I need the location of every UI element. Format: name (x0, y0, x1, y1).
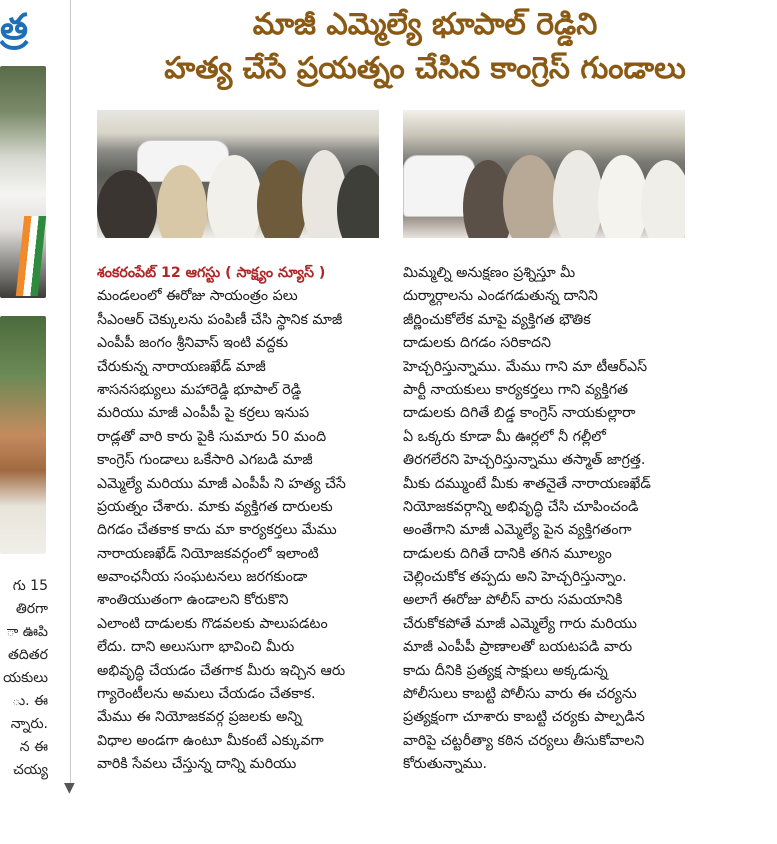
article-column-left (97, 262, 379, 777)
body-line: ప్రత్యక్షంగా చూశారు కాబట్టి చర్యకు పాల్పడిన (403, 709, 645, 726)
crowd-photo-left (97, 110, 379, 238)
body-line: అలాగే ఈరోజు పోలీస్ వారు సమయానికి (403, 592, 623, 609)
body-line: హెచ్చరిస్తున్నాము. మేము గాని మా టీఆర్ఎస్ (403, 358, 648, 375)
body-line: ఎలాంటి దాడులకు గొడవలకు పాలుపడటం (97, 615, 328, 632)
body-line: కాదు దీనికి ప్రత్యక్ష సాక్షులు అక్కడున్న (403, 662, 608, 679)
body-line: దాడులకు దిగితే దానికి తగిన మూల్యం (403, 545, 612, 562)
body-line: పోలీసులు కాబట్టి పోలీసు వారు ఈ చర్యను (403, 686, 637, 703)
previous-article-strip (0, 0, 70, 844)
strip-line: యకులు (3, 670, 48, 686)
flag-graphic (16, 216, 46, 296)
strip-text (0, 575, 48, 782)
dateline: శంకరంపేట్ 12 ఆగస్టు ( సాక్ష్యం న్యూస్ ) (97, 265, 326, 281)
body-line: లేదు. దాని అలుసుగా భావించి మీరు (97, 639, 295, 656)
body-line: జీర్ణించుకోలేక మాపై వ్యక్తిగత భౌతిక (403, 311, 591, 328)
body-line: కోరుతున్నాము. (403, 756, 488, 773)
body-line: ఎంపీపీ జంగం శ్రీనివాస్ ఇంటి వద్దకు (97, 335, 289, 352)
body-line: మాజీ ఎంపీపీ ప్రాణాలతో బయటపడి వారు (403, 639, 633, 656)
headline-line-2: హత్య చేసే ప్రయత్నం చేసిన కాంగ్రెస్ గుండాలు (164, 51, 686, 86)
body-line: విధాల అండగా ఉంటూ మీకంటే ఎక్కువగా (97, 732, 324, 749)
body-line: చెల్లించుకోక తప్పదు అని హెచ్చరిస్తున్నాం. (403, 569, 627, 586)
column-divider (70, 0, 71, 790)
body-line: చేరుకున్న నారాయణఖేడ్ మాజీ (97, 358, 266, 375)
body-line: నారాయణఖేడ్ నియోజకవర్గంలో ఇలాంటి (97, 545, 319, 562)
body-line: నియోజకవర్గాన్ని అభివృద్ధి చేసి చూపించండి (403, 498, 639, 515)
strip-line: ా ఊపి (6, 624, 48, 640)
headline-line-1: మాజీ ఎమ్మెల్యే భూపాల్ రెడ్డిని (252, 7, 598, 42)
body-line: తిరగలేరని హెచ్చరిస్తున్నాము తస్మాత్ జాగ్రత్త. (403, 452, 646, 469)
body-line: దాడులకు దిగితే బిడ్డ కాంగ్రెస్ నాయకుల్లారా (403, 405, 636, 422)
crowd-figure (503, 155, 558, 238)
body-line: శాసనసభ్యులు మహారెడ్డి భూపాల్ రెడ్డి (97, 381, 302, 398)
body-line: కాంగ్రెస్ గుండాలు ఒకేసారి ఎగబడి మాజీ (97, 452, 313, 469)
body-line: మరియు మాజీ ఎంపీపీ పై కర్రలు ఇనుప (97, 405, 310, 422)
strip-line: న ఈ (19, 739, 48, 755)
body-line: వారికి సేవలు చేస్తున్న దాన్ని మరియు (97, 756, 297, 773)
body-line: మిమ్మల్ని అనుక్షణం ప్రశ్నిస్తూ మీ (403, 265, 576, 281)
crowd-photo-right (403, 110, 685, 238)
body-line: దిగడం చేతకాక కాదు మా కార్యకర్తలు మేము (97, 522, 337, 539)
crowd-figure (257, 160, 307, 238)
body-line: మండలంలో ఈరోజు సాయంత్రం పలు (97, 288, 298, 305)
body-line: ఏ ఒక్కరు కూడా మీ ఊర్లలో నీ గల్లీలో (403, 428, 606, 445)
strip-line: ు. ఈ (12, 693, 48, 709)
body-line: దుర్మార్గాలను ఎండగడుతున్న దానిని (403, 288, 598, 305)
strip-line: తిరగా (15, 601, 48, 617)
crowd-figure (641, 160, 685, 238)
strip-line: గు 15 (12, 578, 48, 594)
body-line: శాంతియుతంగా ఉండాలని కోరుకొని (97, 592, 289, 609)
body-line: మేము ఈ నియోజకవర్గ ప్రజలకు అన్ని (97, 709, 303, 726)
scroll-down-arrow-icon[interactable]: ▼ (64, 780, 75, 796)
strip-line: చయ్య (13, 762, 48, 778)
body-line: మీకు దమ్ముంటే మీకు శాతనైతే నారాయణఖేడ్ (403, 475, 651, 492)
body-line: గ్యారెంటీలను అమలు చేయడం చేతకాక. (97, 686, 316, 703)
article-column-right (403, 262, 685, 777)
body-line: అభివృద్ధి చేయడం చేతగాక మీరు ఇచ్చిన ఆరు (97, 662, 346, 679)
body-line: అంతేగాని మాజీ ఎమ్మెల్యే పైన వ్యక్తిగతంగా (403, 522, 632, 539)
strip-line: న్నారు. (10, 716, 48, 732)
body-line: దాడులకు దిగడం సరికాదని (403, 335, 551, 352)
crowd-figure (207, 155, 262, 238)
body-line: వారిపై చట్టరీత్యా కఠిన చర్యలు తీసుకోవాలని (403, 732, 645, 749)
strip-line: తదితర (8, 647, 48, 663)
masthead-fragment: త్ర (0, 7, 29, 48)
body-line: ప్రయత్నం చేశారు. మాకు వ్యక్తిగత దారులకు (97, 498, 333, 515)
body-line: సీఎంఆర్ చెక్కులను పంపిణీ చేసి స్థానిక మాజీ (97, 311, 343, 328)
crowd-figure (553, 150, 603, 238)
strip-photo-bottom (0, 316, 46, 554)
body-line: రాడ్లతో వారి కారు పైకి సుమారు 50 మంది (97, 428, 327, 445)
body-line: అవాంఛనీయ సంఘటనలు జరగకుండా (97, 569, 308, 586)
strip-photo-top (0, 66, 46, 298)
body-line: చేరుకోకపోతే మాజీ ఎమ్మెల్యే గారు మరియు (403, 615, 637, 632)
body-line: ఎమ్మెల్యే మరియు మాజీ ఎంపీపీ ని హత్య చేసే (97, 475, 346, 492)
body-line: పార్టీ నాయకులు కార్యకర్తలు గాని వ్యక్తిగత (403, 381, 629, 398)
